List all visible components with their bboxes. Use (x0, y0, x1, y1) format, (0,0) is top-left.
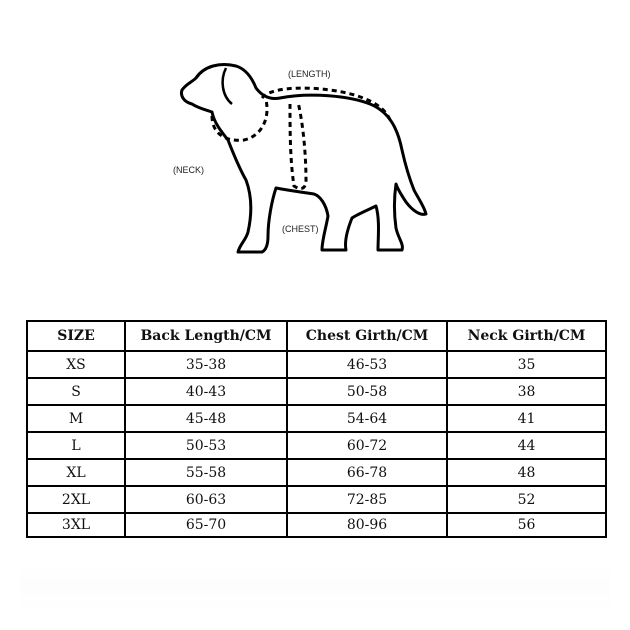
size-chart-table (26, 320, 607, 538)
size-cell: M (27, 405, 125, 432)
table-row (27, 378, 606, 405)
size-cell: XL (27, 459, 125, 486)
header-back-length: Back Length/CM (125, 321, 287, 351)
dog-measurement-diagram (0, 0, 630, 300)
size-cell: 2XL (27, 486, 125, 513)
chest-girth-cell: 54-64 (287, 405, 447, 432)
chest-girth-cell: 72-85 (287, 486, 447, 513)
table-row (27, 351, 606, 378)
table-row (27, 432, 606, 459)
neck-label: (NECK) (173, 165, 204, 175)
header-neck-girth: Neck Girth/CM (447, 321, 606, 351)
length-label: (LENGTH) (288, 69, 331, 79)
neck-measure-line (212, 100, 267, 140)
size-cell: L (27, 432, 125, 459)
table-row (27, 486, 606, 513)
back-length-cell: 50-53 (125, 432, 287, 459)
neck-girth-cell: 44 (447, 432, 606, 459)
back-length-cell: 40-43 (125, 378, 287, 405)
table-header-row (27, 321, 606, 351)
size-cell: S (27, 378, 125, 405)
dog-ear (223, 68, 232, 104)
table-row (27, 405, 606, 432)
back-length-cell: 65-70 (125, 513, 287, 537)
bottom-reflection (20, 562, 610, 612)
neck-girth-cell: 56 (447, 513, 606, 537)
table-row (27, 459, 606, 486)
chest-girth-cell: 46-53 (287, 351, 447, 378)
header-size: SIZE (27, 321, 125, 351)
back-length-cell: 45-48 (125, 405, 287, 432)
neck-girth-cell: 38 (447, 378, 606, 405)
neck-girth-cell: 41 (447, 405, 606, 432)
back-length-cell: 35-38 (125, 351, 287, 378)
back-length-cell: 60-63 (125, 486, 287, 513)
size-cell: XS (27, 351, 125, 378)
table-row (27, 513, 606, 537)
back-length-cell: 55-58 (125, 459, 287, 486)
neck-girth-cell: 52 (447, 486, 606, 513)
header-chest-girth: Chest Girth/CM (287, 321, 447, 351)
chest-girth-cell: 60-72 (287, 432, 447, 459)
size-cell: 3XL (27, 513, 125, 537)
chest-label: (CHEST) (282, 224, 319, 234)
chest-measure-line (290, 102, 306, 188)
neck-girth-cell: 35 (447, 351, 606, 378)
chest-girth-cell: 80-96 (287, 513, 447, 537)
chest-girth-cell: 50-58 (287, 378, 447, 405)
neck-girth-cell: 48 (447, 459, 606, 486)
chest-girth-cell: 66-78 (287, 459, 447, 486)
